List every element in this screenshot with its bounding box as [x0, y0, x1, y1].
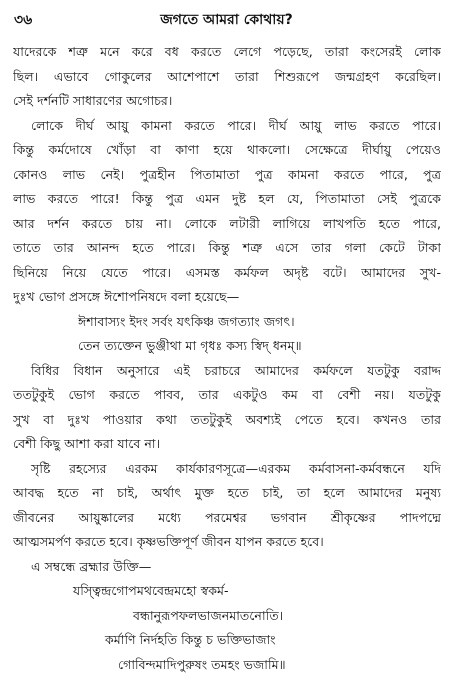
- text-line: ছিল। এভাবে গোকুলের আশেপাশে তারা শিশুরূপে জন্মগ্রহণ করেছিল।: [13, 68, 441, 84]
- text-line: কোনও লাভ নেই। পুত্রহীন পিতামাতা পুত্র কামনা করতে পারে, পুত্র: [13, 166, 441, 182]
- text-line: বিধির বিধান অনুসারে এই চরাচরে আমাদের কর্মফলে যতটুকু বরাদ্দ: [31, 362, 441, 378]
- sloka-line: গোবিন্দমাদিপুরুষং তমহং ভজামি॥: [118, 656, 286, 672]
- text-line: ছিনিয়ে নিয়ে যেতে পারে। এসমস্ত কর্মফল অদৃষ্ট বটে। আমাদের সুখ-: [13, 264, 441, 280]
- text-line: বেশী কিছু আশা করা যাবে না।: [13, 436, 161, 451]
- text-line: ততটুকুই ভোগ করতে পাবব, তার একটুও কম বা বেশী নয়। যতটুকু: [13, 387, 441, 402]
- verse-line: তেন ত্যক্তেন ভুঞ্জীথা মা গৃধঃ কস্য স্বিদ্ ধনম্॥: [78, 338, 302, 353]
- page-number: ৩৬: [14, 12, 33, 28]
- text-line: লোকে দীর্ঘ আয়ু কামনা করতে পারে। দীর্ঘ আয়ু লাভ করতে পারে।: [31, 117, 441, 133]
- text-line: আর দর্শন করতে চায় না। লোকে লটারী লাগিয়ে লাখপতি হতে পারে,: [13, 215, 441, 231]
- text-line: লাভ করতে পারে! কিন্তু পুত্র এমন দুষ্ট হল যে, পিতামাতা সেই পুত্রকে: [13, 191, 441, 206]
- sloka-line: কর্মাণি নির্দহতি কিন্তু চ ভক্তিভাজাং: [105, 632, 276, 647]
- text-line: সৃষ্টি রহস্যের এরকম কার্যকারণসূত্রে—এরকম কর্মবাসনা-কর্মবন্ধনে যদি: [31, 460, 441, 476]
- text-line: এ সম্বন্ধে ব্রহ্মার উক্তি—: [31, 558, 152, 574]
- running-head: জগতে আমরা কোথায়?: [160, 12, 293, 28]
- sloka-line: বন্ধানুরূপফলভাজনমাতনোতি।: [133, 607, 284, 623]
- text-line: যাদেরকে শত্রু মনে করে বধ করতে লেগে পড়েছে, তারা কংসেরই লোক: [13, 44, 441, 59]
- text-line: দুঃখ ভোগ প্রসঙ্গে ঈশোপনিষদে বলা হয়েছে—: [13, 289, 240, 304]
- text-line: আত্মসমর্পণ করতে হবে। কৃষ্ণভক্তিপূর্ণ জীবন যাপন করতে হবে।: [13, 534, 324, 549]
- text-line: সুখ বা দুঃখ পাওয়ার কথা ততটুকুই অবশ্যই পেতে হবে। কখনও তার: [13, 411, 441, 427]
- text-line: সেই দর্শনটি সাধারণের অগোচর।: [13, 93, 173, 108]
- page-header: [0, 2, 453, 36]
- verse-line: ঈশাবাস্যং ইদং সর্বং যৎকিঞ্চ জগত্যাং জগৎ।: [78, 313, 295, 329]
- body-text: [13, 40, 441, 677]
- text-line: কিন্তু কর্মদোষে খোঁড়া বা কাণা হয়ে থাকলো। সেক্ষেত্রে দীর্ঘায়ু পেয়েও: [13, 142, 441, 157]
- text-line: তাতে তার আনন্দ হতে পারে। কিন্তু শত্রু এসে তার গলা কেটে টাকা: [13, 240, 441, 255]
- sloka-line: যস্ত্বিন্দ্রগোপমথবেন্দ্রমহো স্বকর্ম-: [73, 583, 229, 598]
- text-line: জীবনের আয়ুষ্কালের মধ্যে পরমেশ্বর ভগবান শ্রীকৃষ্ণের পাদপদ্মে: [13, 509, 441, 525]
- text-line: আবদ্ধ হতে না চাই, অর্থাৎ মুক্ত হতে চাই, তা হলে আমাদের মনুষ্য: [13, 485, 441, 500]
